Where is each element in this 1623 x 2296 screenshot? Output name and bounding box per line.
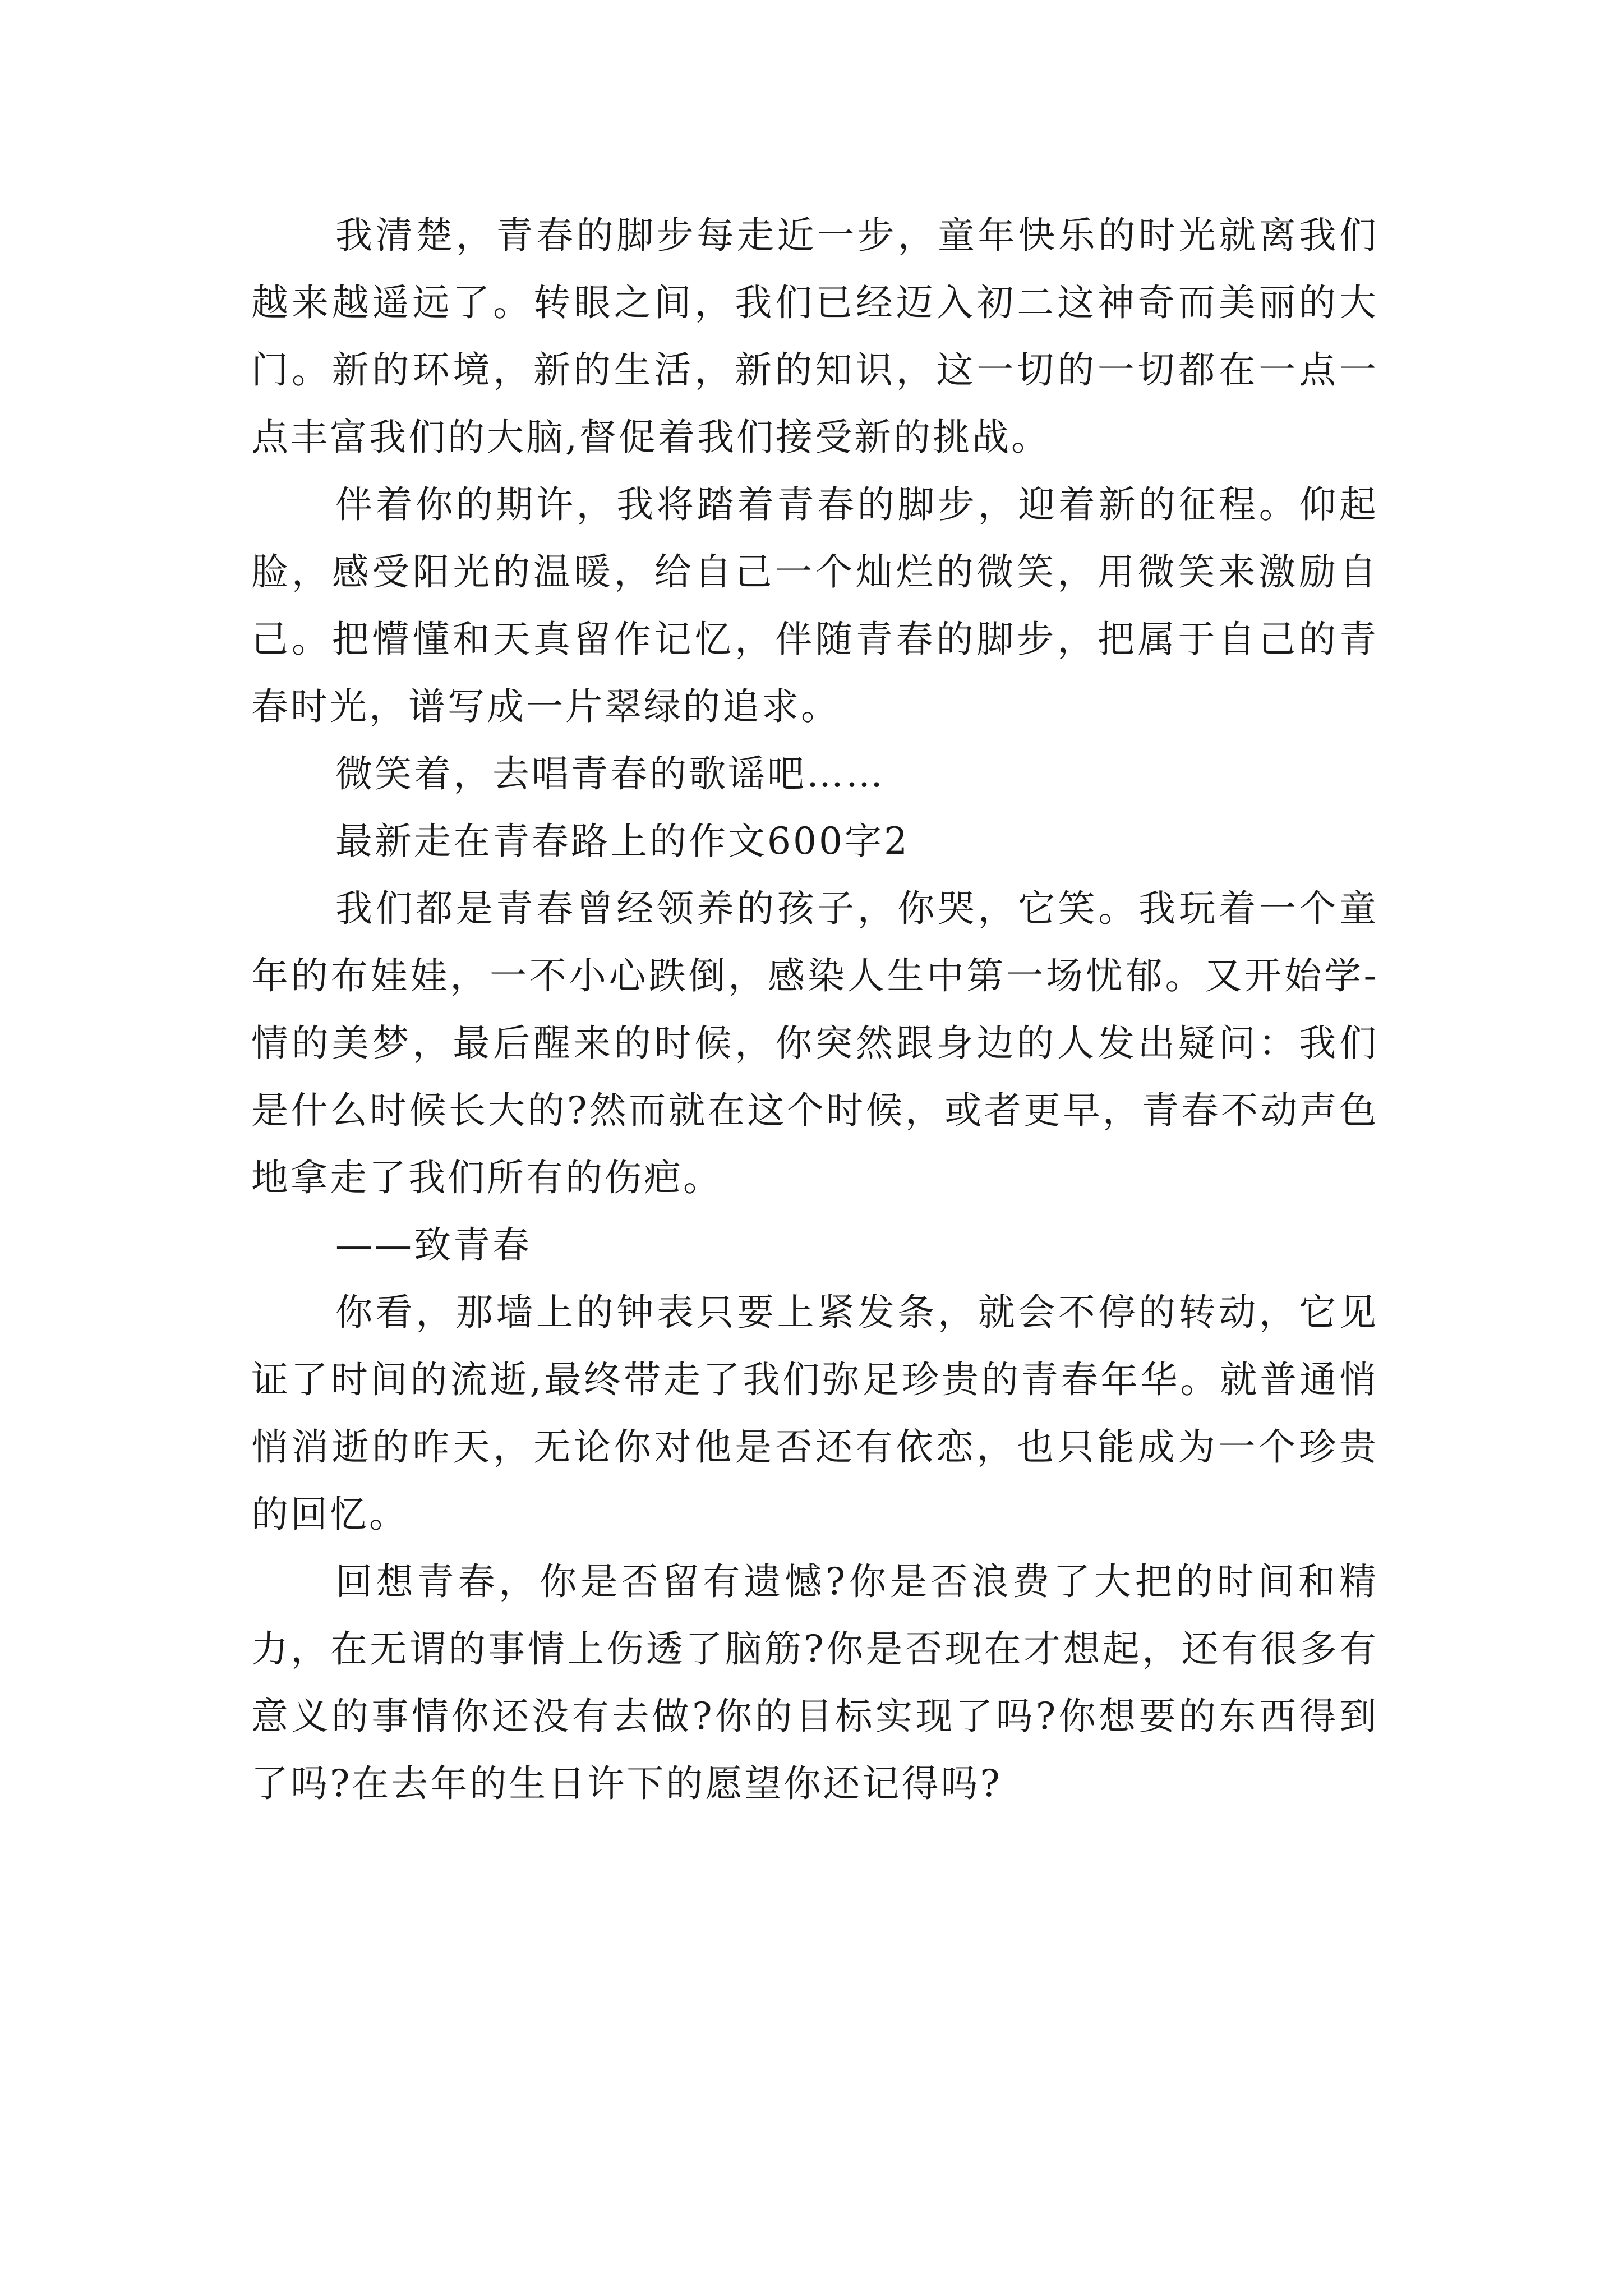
- paragraph-1: 我清楚，青春的脚步每走近一步，童年快乐的时光就离我们越来越遥远了。转眼之间，我们已经迈入初二这神奇而美丽的大门。新的环境，新的生活，新的知识，这一切的一切都在一点一点丰富我们的大脑,督促着我们接受新的挑战。: [251, 214, 1378, 459]
- paragraph-3: 微笑着，去唱青春的歌谣吧……: [335, 752, 885, 795]
- section-heading: 最新走在青春路上的作文600字2: [335, 820, 910, 863]
- paragraph-2: 伴着你的期许，我将踏着青春的脚步，迎着新的征程。仰起脸，感受阳光的温暖，给自己一个灿烂的微笑，用微笑来激励自己。把懵懂和天真留作记忆，伴随青春的脚步，把属于自己的青春时光，谱写成一片翠绿的追求。: [251, 483, 1378, 728]
- document-body: [251, 202, 1378, 1818]
- dedication-line: ——致青春: [335, 1223, 532, 1267]
- paragraph-4: 我们都是青春曾经领养的孩子，你哭，它笑。我玩着一个童年的布娃娃，一不小心跌倒，感染人生中第一场忧郁。又开始学-情的美梦，最后醒来的时候，你突然跟身边的人发出疑问：我们是什么时候长大的?然而就在这个时候，或者更早，青春不动声色地拿走了我们所有的伤疤。: [251, 887, 1378, 1199]
- paragraph-6: 回想青春，你是否留有遗憾?你是否浪费了大把的时间和精力，在无谓的事情上伤透了脑筋?你是否现在才想起，还有很多有意义的事情你还没有去做?你的目标实现了吗?你想要的东西得到了吗?在去年的生日许下的愿望你还记得吗?: [251, 1560, 1378, 1805]
- paragraph-5: 你看，那墙上的钟表只要上紧发条，就会不停的转动，它见证了时间的流逝,最终带走了我们弥足珍贵的青春年华。就普通悄悄消逝的昨天，无论你对他是否还有依恋，也只能成为一个珍贵的回忆。: [251, 1291, 1378, 1536]
